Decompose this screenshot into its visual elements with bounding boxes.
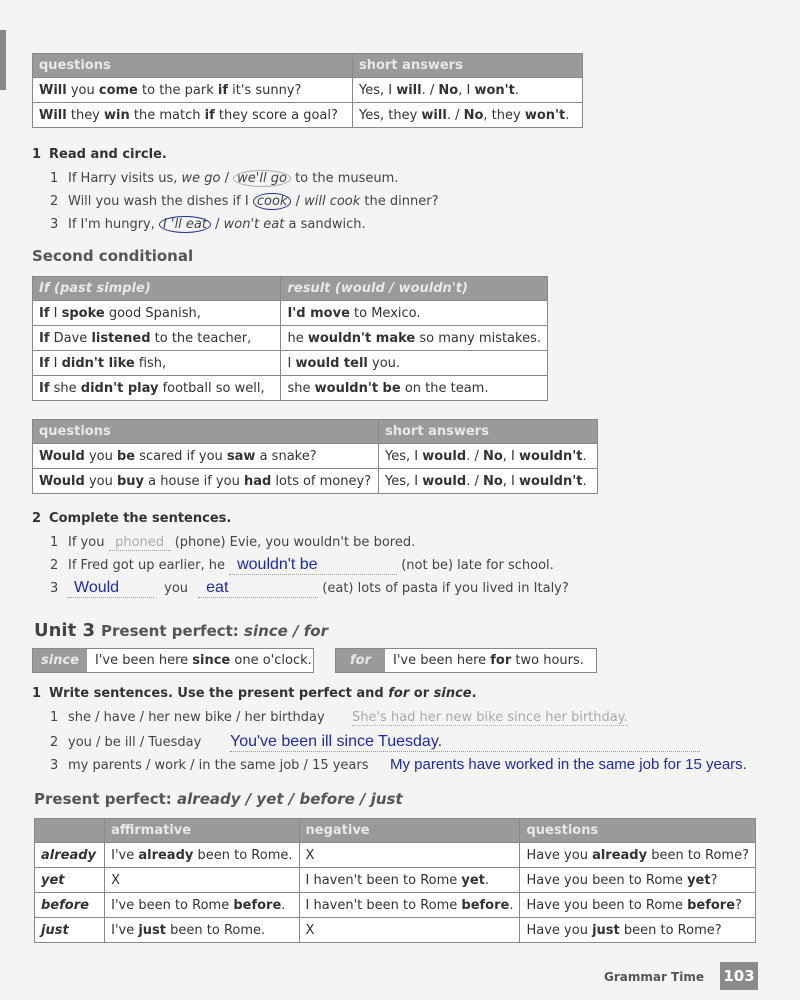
row-label: just [35,918,105,943]
table-row [35,868,756,893]
table-cell: Will you come to the park if it's sunny? [33,78,353,103]
binding-mark [0,30,6,90]
table-cell: If I spoke good Spanish, [33,301,281,326]
exercise-item: 3 Would you eat (eat) lots of pasta if you lived in Italy? [50,579,569,596]
table-cell: X [105,868,299,893]
exercise-item: 3 my parents / work / in the same job / 15 years My parents have worked in the same job for 15 years. [50,756,747,773]
table-cell: If I didn't like fish, [33,351,281,376]
exercise-item: 3 If I'm hungry, I 'll eat / won't eat a sandwich. [50,217,366,232]
table-header: negative [299,819,520,843]
for-example-box [335,648,597,673]
table-row [35,918,756,943]
table-cell: Yes, they will. / No, they won't. [353,103,583,128]
table-cell: Have you already been to Rome? [520,843,756,868]
table-cell: Yes, I will. / No, I won't. [353,78,583,103]
section-heading: Second conditional [32,247,194,265]
table-header: questions [33,54,353,78]
table-cell: I've been to Rome before. [105,893,299,918]
table-cell: I've already been to Rome. [105,843,299,868]
since-example: I've been here since one o'clock. [94,653,312,668]
answer-field[interactable]: wouldn't be [229,556,397,575]
answer-field[interactable]: You've been ill since Tuesday. [230,733,700,752]
table-row [33,469,598,494]
table-header: short answers [353,54,583,78]
answer-field[interactable]: My parents have worked in the same job for 15 years. [390,756,747,773]
table-cell: Have you been to Rome before? [520,893,756,918]
exercise-item: 1 If you phoned (phone) Evie, you wouldn't be bored. [50,535,416,550]
table-cell: he wouldn't make so many mistakes. [281,326,548,351]
table-header: result (would / wouldn't) [281,277,548,301]
second-conditional-table [32,276,548,401]
exercise-item: 2 If Fred got up earlier, he wouldn't be (not be) late for school. [50,556,554,573]
table-row [33,351,548,376]
table-row [35,843,756,868]
circled-answer[interactable]: we'll go [233,170,291,187]
table-row [33,301,548,326]
table-cell: I'd move to Mexico. [281,301,548,326]
table-cell: If Dave listened to the teacher, [33,326,281,351]
since-example-box [32,648,314,673]
exercise-item: 2 Will you wash the dishes if I cook / will cook the dinner? [50,194,439,209]
for-tag: for [336,649,385,672]
table-header [35,819,105,843]
table-header: affirmative [105,819,299,843]
table-row [33,444,598,469]
exercise-heading: 1 Read and circle. [32,147,167,162]
table-cell: I would tell you. [281,351,548,376]
table-row [33,78,583,103]
table-row [35,893,756,918]
table-cell: Would you buy a house if you had lots of money? [33,469,379,494]
table-header: short answers [379,420,598,444]
table-cell: Would you be scared if you saw a snake? [33,444,379,469]
answer-field[interactable]: eat [198,579,318,598]
circled-answer[interactable]: I 'll eat [159,216,211,233]
table-cell: Will they win the match if they score a goal? [33,103,353,128]
answer-field[interactable]: She's had her new bike since her birthday. [352,710,628,725]
table-cell: Have you just been to Rome? [520,918,756,943]
table-cell: X [299,918,520,943]
for-example: I've been here for two hours. [393,653,584,668]
table-cell: I've just been to Rome. [105,918,299,943]
table-header: questions [33,420,379,444]
circled-answer[interactable]: cook [253,193,292,210]
table-cell: X [299,843,520,868]
row-label: yet [35,868,105,893]
second-conditional-questions-table [32,419,598,494]
section-heading: Present perfect: already / yet / before / just [34,790,403,808]
table-cell: Yes, I would. / No, I wouldn't. [379,469,598,494]
table-cell: If she didn't play football so well, [33,376,281,401]
answer-field[interactable]: phoned [109,535,171,551]
table-cell: I haven't been to Rome before. [299,893,520,918]
exercise-item: 1 If Harry visits us, we go / we'll go to the museum. [50,171,399,186]
row-label: already [35,843,105,868]
answer-field[interactable]: Would [68,579,154,598]
table-row [33,326,548,351]
exercise-heading: 1 Write sentences. Use the present perfect and for or since. [32,686,477,701]
since-tag: since [33,649,87,672]
row-label: before [35,893,105,918]
present-perfect-table [34,818,756,943]
table-row [33,103,583,128]
exercise-item: 2 you / be ill / Tuesday You've been ill since Tuesday. [50,733,700,752]
table-cell: she wouldn't be on the team. [281,376,548,401]
table-cell: Yes, I would. / No, I wouldn't. [379,444,598,469]
table-header: If (past simple) [33,277,281,301]
first-conditional-questions-table [32,53,583,128]
footer-label: Grammar Time [603,970,704,984]
exercise-item: 1 she / have / her new bike / her birthday She's had her new bike since her birthday. [50,710,628,725]
table-cell: I haven't been to Rome yet. [299,868,520,893]
table-row [33,376,548,401]
table-cell: Have you been to Rome yet? [520,868,756,893]
table-header: questions [520,819,756,843]
unit-heading: Unit 3 Present perfect: since / for [34,620,328,641]
exercise-heading: 2 Complete the sentences. [32,511,232,526]
page-number: 103 [720,962,758,990]
